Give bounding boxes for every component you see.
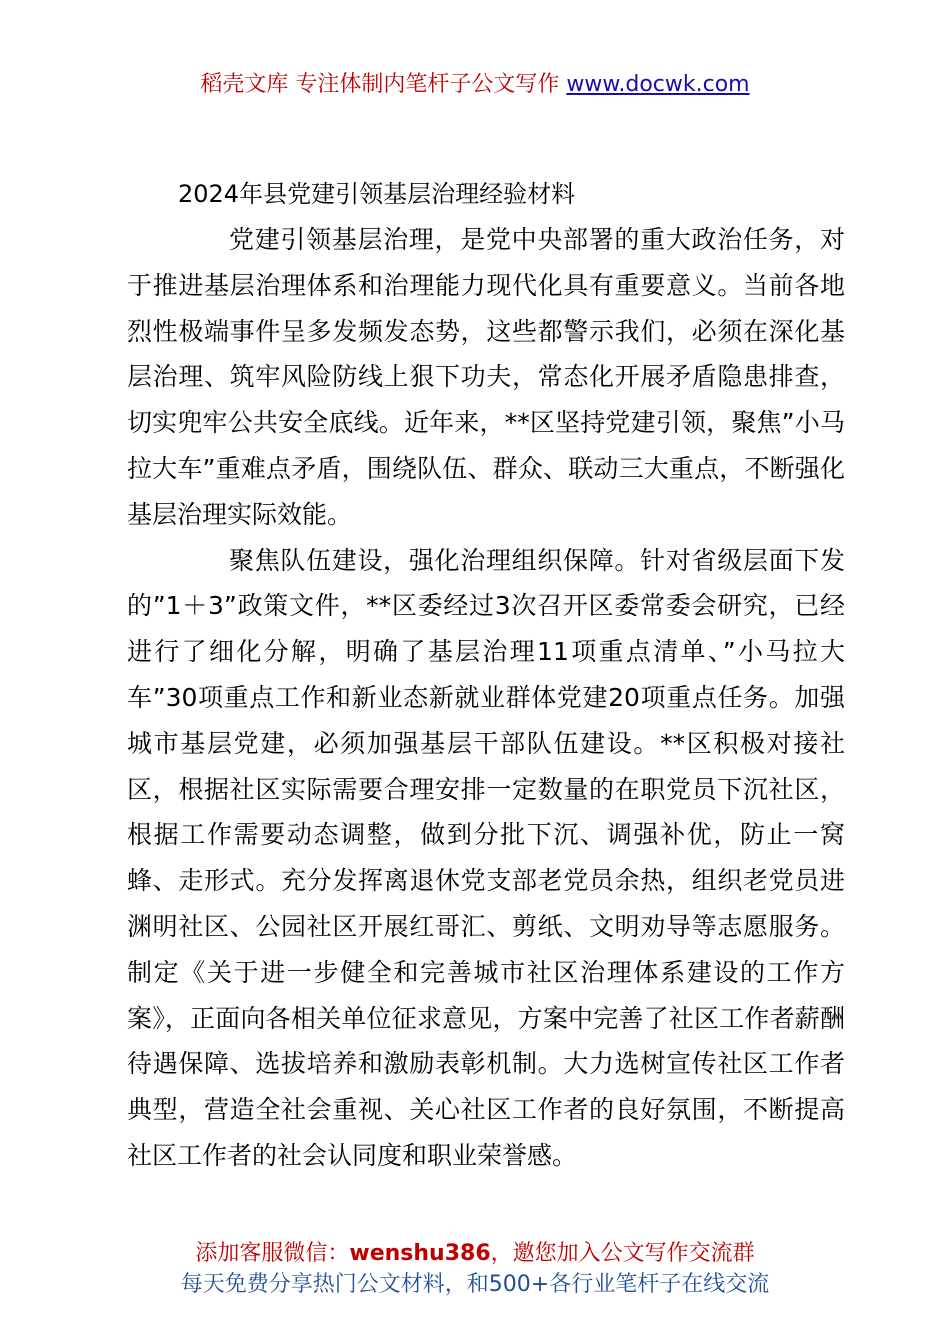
document-title: 2024年县党建引领基层治理经验材料 — [178, 180, 576, 208]
footer-contact-suffix: ，邀您加入公文写作交流群 — [490, 1241, 755, 1266]
paragraph-team-building: 聚焦队伍建设，强化治理组织保障。针对省级层面下发的”1＋3”政策文件，**区委经过3次召开区委常委会研究，已经进行了细化分解，明确了基层治理11项重点清单、”小马拉大车”30项重点工作和新业态新就业群体党建20项重点任务。加强城市基层党建，必须加强基层干部队伍建设。**区积极对接社区，根据社区实际需要合理安排一定数量的在职党员下沉社区，根据工作需要动态调整，做到分批下沉、调强补优，防止一窝蜂、走形式。充分发挥离退休党支部老党员余热，组织老党员进渊明社区、公园社区开展红哥汇、剪纸、文明劝导等志愿服务。制定《关于进一步健全和完善城市社区治理体系建设的工作方案》，正面向各相关单位征求意见，方案中完善了社区工作者薪酬待遇保障、选拔培养和激励表彰机制。大力选树宣传社区工作者典型，营造全社会重视、关心社区工作者的良好氛围，不断提高社区工作者的社会认同度和职业荣誉感。 — [127, 545, 845, 1170]
footer-promo-line: 每天免费分享热门公文材料，和500+各行业笔杆子在线交流 — [180, 1272, 770, 1297]
footer-contact-prefix: 添加客服微信： — [195, 1241, 350, 1266]
site-link[interactable]: www.docwk.com — [566, 72, 750, 97]
document-body — [127, 172, 845, 1179]
wechat-id: wenshu386 — [349, 1241, 491, 1266]
brand-name: 稻壳文库 — [200, 72, 289, 97]
brand-tagline: 专注体制内笔杆子公文写作 — [295, 72, 560, 97]
page-footer — [0, 1238, 950, 1300]
footer-contact-line — [0, 1238, 950, 1269]
paragraph-intro: 党建引领基层治理，是党中央部署的重大政治任务，对于推进基层治理体系和治理能力现代化具有重要意义。当前各地烈性极端事件呈多发频发态势，这些都警示我们，必须在深化基层治理、筑牢风险防线上狠下功夫，常态化开展矛盾隐患排查，切实兜牢公共安全底线。近年来，**区坚持党建引领，聚焦”小马拉大车”重难点矛盾，围绕队伍、群众、联动三大重点，不断强化基层治理实际效能。 — [127, 225, 845, 529]
page-header — [0, 70, 950, 100]
